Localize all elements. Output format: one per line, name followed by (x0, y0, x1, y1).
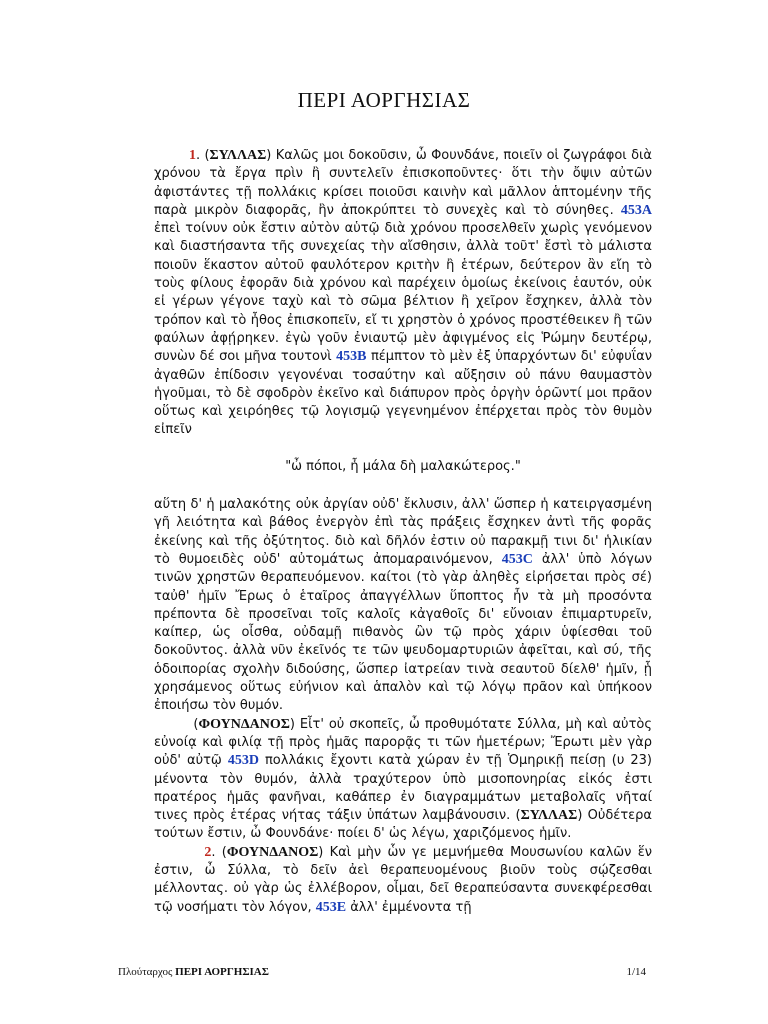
text-span: αὕτη δ' ἡ μαλακότης οὐκ ἀργίαν οὐδ' ἔκλυσιν, ἀλλ' ὥσπερ ἡ κατειργασμένη γῆ λειότητα καὶ βάθος ἐνεργὸν ἐπὶ τὰς πράξεις ἔσχηκεν ἀντὶ τῆς φορᾶς ἐκείνης καὶ τῆς ὀξύτητος. διὸ καὶ δῆλόν ἐστιν οὐ παρακμῇ τινι δι' ἡλικίαν τὸ θυμοειδὲς οὐδ' αὐτομάτως ἀπομαραινόμενον, (154, 497, 652, 567)
text-span: ) Οὐδέτερα τούτων ἔστιν, ὦ Φουνδάνε· ποίει δ' ὡς λέγω, χαριζόμενος ἡμῖν. (154, 808, 653, 842)
stephanus-ref[interactable]: 453E (315, 899, 347, 915)
section-number: 2 (204, 844, 212, 860)
text-span: ἐπεὶ τοίνυν οὐκ ἔστιν αὐτὸν αὑτῷ διὰ χρόνου προσελθεῖν χωρὶς γενόμενον καὶ διαστήσαντα τῆς συνεχείας τὴν αἴσθησιν, ἀλλὰ τοῦτ' ἔστὶ τὸ μάλιστα ποιοῦν ἕκαστον αὐτοῦ φαυλότερον κριτὴν ἢ ἑτέρων, δεύτερον ἂν εἴη τὸ τοὺς φίλους ἐφορᾶν διὰ χρόνου καὶ παρέχειν ὁμοίως ἐκείνοις ἑαυτόν, οὐκ εἰ γέρων γέγονε ταχὺ καὶ τὸ σῶμα βέλτιον ἢ χεῖρον ἔσχηκεν, ἀλλὰ τὸν τρόπον καὶ τὸ ἦθος ἐπισκοπεῖν, εἴ τι χρηστὸν ὁ χρόνος προστέθεικεν ἢ τῶν φαύλων ἀφῄρηκεν. ἐγὼ γοῦν ἐνιαυτῷ μὲν ἀφιγμένος εἰς Ῥώμην δευτέρῳ, συνὼν δέ σοι μῆνα τουτονὶ (154, 221, 652, 365)
document-body (154, 147, 652, 917)
text-span: ἀλλ' ἐμμένοντα τῇ (350, 899, 472, 915)
text-span: πολλάκις ἔχοντι κατὰ χώραν ἐν τῇ Ὁμηρικῇ πείσῃ (υ 23) μένοντα τὸν θυμόν, ἀλλὰ τραχύτερον ὑπὸ μισοπονηρίας εἰκός ἐστι πρατέρος ἡμᾶς φανῆναι, καθάπερ ἐν διαγραμμάτων μεταβολαῖς νῆταί τινες πρὸς ἑτέρας νήτας τάξιν ὑπάτων λαμβάνουσιν. ( (154, 753, 652, 824)
text-span: ( (193, 716, 199, 732)
paragraph-3 (154, 716, 652, 844)
stephanus-ref[interactable]: 453C (501, 551, 533, 567)
speaker-name: ΣΥΛΛΑΣ (520, 808, 578, 824)
text-span: . ( (211, 844, 227, 860)
text-span: ) Εἶτ' οὐ σκοπεῖς, ὦ προθυμότατε Σύλλα, μὴ καὶ αὐτὸς εὐνοίᾳ καὶ φιλίᾳ τῇ πρὸς ἡμᾶς παρορᾷς τι τῶν ἡμετέρων; Ἔρωτι μὲν γὰρ οὐδ' αὐτῷ (154, 716, 652, 769)
footer-work-title: ΠΕΡΙ ΑΟΡΓΗΣΙΑΣ (175, 966, 269, 978)
speaker-name: ΦΟΥΝΔΑΝΟΣ (198, 716, 290, 732)
paragraph-4 (154, 844, 652, 917)
speaker-name: ΣΥΛΛΑΣ (209, 148, 267, 163)
paragraph-1 (154, 147, 652, 440)
text-span: ) Καλῶς μοι δοκοῦσιν, ὦ Φουνδάνε, ποιεῖν οἱ ζωγράφοι διὰ χρόνου τὰ ἔργα πρὶν ἢ συντελεῖν ἐπισκοποῦντες· ὅτι τὴν ὄψιν αὐτῶν ἀφιστάντες τῇ πολλάκις κρίσει ποιοῦσι καινὴν καὶ μᾶλλον ἁπτομένην τῆς παρὰ μικρὸν διαφορᾶς, ἣν ἀποκρύπτει τὸ συνεχὲς καὶ τὸ σύνηθες. (154, 148, 652, 218)
text-span: . ( (195, 148, 210, 163)
stephanus-ref[interactable]: 453D (227, 753, 259, 769)
text-span: ) Καὶ μὴν ὧν γε μεμνήμεθα Μουσωνίου καλῶν ἕν ἐστιν, ὦ Σύλλα, τὸ δεῖν ἀεὶ θεραπευομένους βιοῦν τοὺς σῴζεσθαι μέλλοντας. οὐ γὰρ ὡς ἐλλέβορον, οἶμαι, δεῖ θεραπεύσαντα συνεκφέρεσθαι τῷ νοσήματι τὸν λόγον, (154, 844, 652, 915)
page-footer (118, 966, 646, 978)
footer-author: Πλούταρχος (118, 966, 173, 978)
text-span: ἀλλ' ὑπὸ λόγων τινῶν χρηστῶν θεραπευόμενον. καίτοι (τὸ γὰρ ἀληθὲς εἰρήσεται πρὸς σέ) ταὐθ' ἡμῖν Ἔρως ὁ ἑταῖρος ἀπαγγέλλων ὕποπτος ἦν τὰ μὴ προσόντα πρέποντα δὲ προσεῖναι τοῖς καλοῖς κἀγαθοῖς δι' εὔνοιαν ἐπιμαρτυρεῖν, καίπερ, ὡς οἶσθα, οὐδαμῇ πιθανὸς ὢν τῷ πρὸς χάριν ὑφίεσθαι τοῦ δοκοῦντος. ἀλλὰ νῦν ἐκεῖνός τε τῶν ψευδομαρτυριῶν ἀφεῖται, καὶ σύ, τῆς ὁδοιπορίας σχολὴν διδούσης, ὥσπερ ἰατρείαν τινὰ σεαυτοῦ δίελθ' ἡμῖν, ᾗ χρησάμενος οὕτως εὐήνιον καὶ ἁπαλὸν καὶ τῷ λόγῳ πρᾶον καὶ ὑπήκοον ἐποιήσω τὸν θυμόν. (154, 551, 653, 714)
stephanus-ref[interactable]: 453B (336, 349, 367, 365)
verse-quote: "ὦ πόποι, ἦ μάλα δὴ μαλακώτερος." (285, 458, 521, 474)
speaker-name: ΦΟΥΝΔΑΝΟΣ (226, 844, 319, 860)
text-span: πέμπτον τὸ μὲν ἐξ ὑπαρχόντων δι' εὐφυΐαν ἀγαθῶν ἐπίδοσιν γεγονέναι τοσαύτην καὶ αὔξησιν οὐ πάνυ θαυμαστὸν ἡγοῦμαι, τὸ δὲ σφοδρὸν ἐκεῖνο καὶ διάπυρον πρὸς ὀργὴν ὁρῶντί μοι πρᾶον οὕτως καὶ χειρόηθες τῷ λογισμῷ γεγενημένον ἐπέρχεται πρὸς τὸν θυμὸν εἰπεῖν (154, 349, 652, 438)
section-number: 1 (188, 148, 196, 163)
stephanus-ref[interactable]: 453A (620, 202, 652, 218)
paragraph-2 (154, 496, 652, 716)
page-title: ΠΕΡΙ ΑΟΡΓΗΣΙΑΣ (297, 88, 471, 112)
page-number: 1/14 (626, 966, 646, 978)
